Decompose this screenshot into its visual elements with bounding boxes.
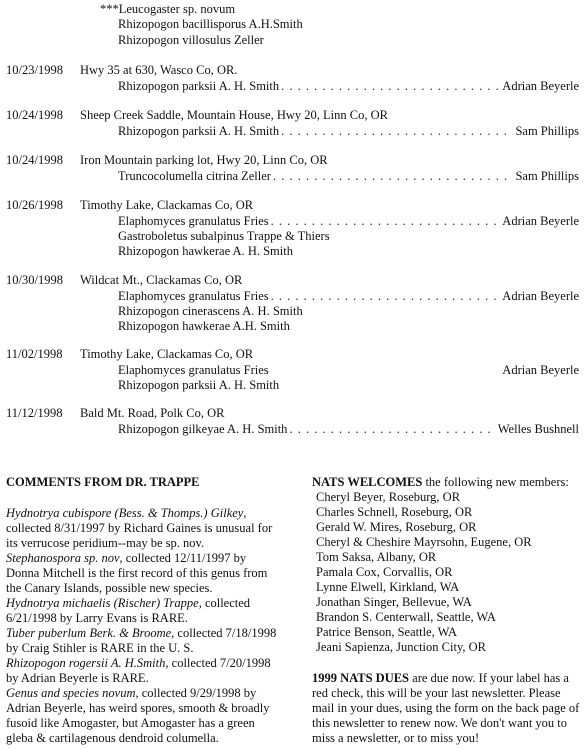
welcomes-heading: NATS WELCOMES	[312, 475, 423, 489]
member-item: Lynne Elwell, Kirkland, WA	[316, 580, 460, 594]
entry-location: Bald Mt. Road, Polk Co, OR	[80, 406, 225, 420]
collector-name: Sam Phillips	[515, 169, 579, 183]
dot-leader	[281, 79, 500, 94]
species-name: Rhizopogon parksii A. H. Smith	[118, 124, 280, 138]
entry-date: 10/24/1998	[6, 153, 63, 167]
comment-item	[6, 626, 282, 656]
comment-text: , collected 8/31/1997 by Richard Gaines is unusual for its verrucose peridium--may be sp. nov.	[6, 506, 273, 550]
top-species-line-3: Rhizopogon villosulus Zeller	[118, 33, 264, 47]
species-row	[118, 363, 579, 378]
member-item: Jeani Sapienza, Junction City, OR	[316, 640, 486, 654]
dues-notice	[312, 671, 582, 746]
species-name: Rhizopogon parksii A. H. Smith	[118, 79, 280, 93]
comment-item	[6, 596, 282, 626]
dot-leader	[271, 214, 501, 229]
dot-leader	[271, 289, 501, 304]
comment-text: , collected 6/21/1998 by Larry Evans is RARE.	[6, 596, 251, 625]
entry-location: Timothy Lake, Clackamas Co, OR	[80, 198, 254, 212]
comment-species: Hydnotrya cubispore (Bess. & Thomps.) Gilkey	[6, 506, 244, 520]
collector-name: Adrian Beyerle	[502, 214, 579, 228]
species-row	[118, 214, 579, 229]
species-name: Rhizopogon parksii A. H. Smith	[118, 378, 280, 392]
comment-species: Hydnotrya michaelis (Rischer) Trappe	[6, 596, 199, 610]
collector-name: Sam Phillips	[515, 124, 579, 138]
member-item: Brandon S. Centerwall, Seattle, WA	[316, 610, 496, 624]
member-list	[312, 490, 582, 655]
comment-species: Genus and species novum	[6, 686, 136, 700]
species-name: Rhizopogon hawkerae A. H. Smith	[118, 244, 293, 258]
member-item: Patrice Benson, Seattle, WA	[316, 625, 458, 639]
top-species-line-2: Rhizopogon bacillisporus A.H.Smith	[118, 17, 303, 31]
collector-name: Welles Bushnell	[497, 422, 579, 436]
comment-item	[6, 656, 282, 686]
member-item: Charles Schnell, Roseburg, OR	[316, 505, 473, 519]
species-name: Elaphomyces granulatus Fries	[118, 214, 269, 228]
entry-location: Sheep Creek Saddle, Mountain House, Hwy 20, Linn Co, OR	[80, 108, 388, 122]
welcomes-section	[312, 475, 582, 746]
species-row	[118, 124, 579, 139]
comment-text: , collected 9/29/1998 by Adrian Beyerle, has weird spores, smooth & broadly fusoid like Amogaster, but Amogaster has a green gleba & cartilagenous dendroid columella.	[6, 686, 270, 745]
species-name: Rhizopogon hawkerae A.H. Smith	[118, 319, 290, 333]
comment-text: , collected 7/18/1998 by Craig Stihler is RARE in the U. S.	[6, 626, 277, 655]
entry-location: Iron Mountain parking lot, Hwy 20, Linn Co, OR	[80, 153, 328, 167]
species-row	[118, 289, 579, 304]
collector-name: Adrian Beyerle	[502, 289, 579, 303]
member-item: Gerald W. Mires, Roseburg, OR	[316, 520, 477, 534]
member-item: Tom Saksa, Albany, OR	[316, 550, 437, 564]
comment-species: Stephanospora sp. nov	[6, 551, 120, 565]
member-item: Jonathan Singer, Bellevue, WA	[316, 595, 472, 609]
comment-text: , collected 12/11/1997 by Donna Mitchell is the first record of this genus from the Canary Islands, possible new species.	[6, 551, 268, 595]
comment-item	[6, 686, 282, 746]
species-row	[118, 319, 579, 334]
comments-heading: COMMENTS FROM DR. TRAPPE	[6, 475, 200, 489]
member-item: Cheryl & Cheshire Mayrsohn, Eugene, OR	[316, 535, 532, 549]
member-item: Cheryl Beyer, Roseburg, OR	[316, 490, 461, 504]
species-name: Elaphomyces granulatus Fries	[118, 363, 269, 377]
species-row	[118, 244, 579, 259]
entry-location: Timothy Lake, Clackamas Co, OR	[80, 347, 254, 361]
dot-leader	[273, 169, 513, 184]
entry-date: 10/26/1998	[6, 198, 63, 212]
comment-species: Tuber puberlum Berk. & Broome	[6, 626, 172, 640]
species-row	[118, 422, 579, 437]
comment-item	[6, 506, 282, 551]
comment-item	[6, 551, 282, 596]
entry-date: 11/12/1998	[6, 406, 63, 420]
entry-date: 10/23/1998	[6, 63, 63, 77]
comments-section	[6, 475, 282, 746]
welcomes-intro-text: the following new members:	[422, 475, 569, 489]
collector-name: Adrian Beyerle	[502, 363, 579, 377]
species-row	[118, 304, 579, 319]
species-name: Elaphomyces granulatus Fries	[118, 289, 269, 303]
comment-species: Rhizopogon rogersii A. H.Smith	[6, 656, 166, 670]
species-name: Gastroboletus subalpinus Trappe & Thiers	[118, 229, 330, 243]
species-row	[118, 229, 579, 244]
species-row	[118, 169, 579, 184]
entry-location: Hwy 35 at 630, Wasco Co, OR.	[80, 63, 238, 77]
species-row	[118, 378, 579, 393]
dues-text: are due now. If your label has a red check, this will be your last newsletter. Please mail in your dues, using the form on the back page of this newsletter to renew now. We don't want you to miss a newsletter, or to miss you!	[312, 671, 580, 745]
dot-leader	[281, 124, 513, 139]
dot-leader	[289, 422, 495, 437]
entry-date: 10/30/1998	[6, 273, 63, 287]
comment-text: , collected 7/20/1998 by Adrian Beyerle is RARE.	[6, 656, 271, 685]
member-item: Pamala Cox, Corvallis, OR	[316, 565, 453, 579]
entry-date: 11/02/1998	[6, 347, 63, 361]
entry-location: Wildcat Mt., Clackamas Co, OR	[80, 273, 243, 287]
species-name: Rhizopogon gilkeyae A. H. Smith	[118, 422, 288, 436]
species-name: Truncocolumella citrina Zeller	[118, 169, 271, 183]
species-row	[118, 79, 579, 94]
dues-heading: 1999 NATS DUES	[312, 671, 410, 685]
species-name: Rhizopogon cinerascens A. H. Smith	[118, 304, 303, 318]
top-species-line-1: ***Leucogaster sp. novum	[100, 2, 236, 16]
collector-name: Adrian Beyerle	[502, 79, 579, 93]
welcomes-intro	[312, 475, 582, 490]
entry-date: 10/24/1998	[6, 108, 63, 122]
